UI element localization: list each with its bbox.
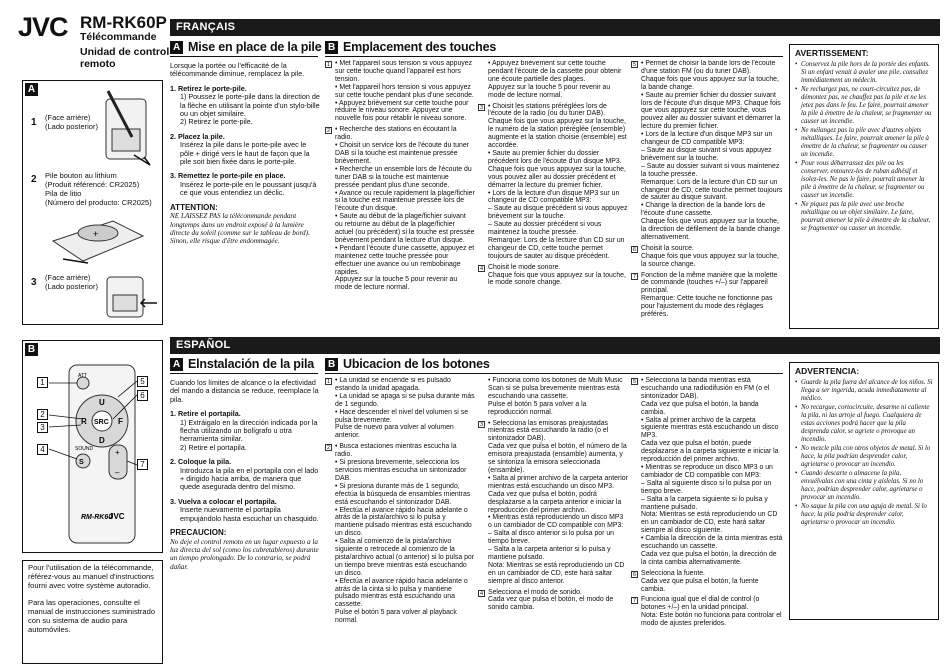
button-description-text: • Selecciona la banda mientras está escuchando una radiodifusión en FM (o el sintonizador DAB). Cada vez que pulsa el botón, la banda cambia. • Salta al primer archivo de la carpeta siguiente mientras está escuchando un disco MP3. Cada vez que pulsa el botón, puede desplazarse a la carpeta siguiente e iniciar la reproducción del primer archivo. • Mientras se reproduce un disco MP3 o un cambiador de CD compatible con MP3: – Salta al siguiente disco si lo pulsa por un tiempo breve. – Salta a la carpeta siguiente si lo pulsa y mantiene pulsado. Nota: Mientras se está reproduciendo un CD en un cambiador de CD, este hará saltar siempre al disco siguiente. • Cambia la dirección de la cinta mientras está escuchando un cassette. Cada vez que pulsa el botón, la dirección de la cinta cambia alternativamente. xyxy=(641,377,783,566)
button-description-text: • Choisit les stations préréglées lors de l'écoute de la radio (ou du tuner DAB). Chaque fois que vous appuyez sur la touche, le numéro de la station préréglée (ensemble) augmente et la station choisie (ensemble) est accordée. • Saute au premier fichier du dossier précédent lors de l'écoute d'un disque MP3. Chaque fois que vous appuyez sur la touche, vous pouvez aller au dossier précédent et démarrer la lecture du premier fichier. • Lors de la lecture d'un disque MP3 sur un changeur de CD compatible MP3: – Saute au disque précédent si vous appuyez brièvement sur la touche. – Saute au dossier précédent si vous maintenez la touche pressée. Remarque: Lors de la lecture d'un CD sur un changeur de CD, cette touche permet toujours de sauter au disque précédent. xyxy=(488,102,628,260)
button-description-text: Selecciona la fuente. Cada vez que pulsa el botón, la fuente cambia. xyxy=(641,569,759,593)
button-description-text: Choisit le mode sonore. Chaque fois que vous appuyez sur la touche, le mode sonore change. xyxy=(488,263,626,287)
warning-item: • No recargue, cortocircuite, desarme ni caliente la pila, ni las arroje al fuego. Cualquiera de estas acciones podrá hacer que la pila desprenda calor, se agriete o provoque un incendio. xyxy=(795,404,933,444)
callout-1: 1 xyxy=(37,377,48,388)
es-warning-list xyxy=(795,379,933,527)
button-description xyxy=(478,103,628,261)
warning-item: • Ne mélangez pas la pile avec d'autres objets métalliques. Le faire, pourrait amener la pile à émettre de la chaleur, se fragmenter ou causer un incendie. xyxy=(795,127,933,159)
fr-section-b-title: Emplacement des touches xyxy=(343,40,497,54)
fr-warning-title: AVERTISSEMENT: xyxy=(795,48,869,58)
es-warning-title: ADVERTENCIA: xyxy=(795,366,860,376)
fr-divider-a xyxy=(170,56,318,57)
fig-step-2-label: Pile bouton au lithium (Produit référencé: CR2025) Pila de litio (Número del producto: CR2025) xyxy=(45,171,152,207)
fig-step-3: 3 xyxy=(31,277,37,288)
button-description xyxy=(478,377,628,417)
button-description-text: • Recherche des stations en écoutant la radio. • Choisit un service lors de l'écoute du tuner DAB si la touche est maintenue pressée brièvement. • Recherche un ensemble lors de l'écoute du tuner DAB si la touche est maintenue pressée pendant plus d'une seconde. • Avance ou recule rapidement la plage/fichier si la touche est maintenue pressée lors de l'écoute d'un disque. • Saute au début de la plage/fichier suivant ou retourne au début de la plage/fichier actuel (ou précédent) si la touche est pressée brièvement pendant la lecture d'un disque. • Pendant l'écoute d'une cassette, appuyez et maintenez cette touche pressée pour effectuer une avance ou un rembobinage rapides. Appuyez sur la touche 5 pour revenir au mode de lecture normal. xyxy=(335,126,475,292)
fr-section-b-heading xyxy=(325,40,496,54)
es-section-a-badge: A xyxy=(170,358,183,371)
button-description xyxy=(478,420,628,586)
brand-logo: JVC xyxy=(18,12,68,42)
button-number: 1 xyxy=(326,62,331,68)
button-number: 2 xyxy=(326,445,331,452)
callout-2: 2 xyxy=(37,409,48,420)
svg-text:+: + xyxy=(93,229,99,239)
btn-f-text: F xyxy=(118,417,123,426)
button-description xyxy=(325,60,475,123)
note-box: Pour l'utilisation de la télécommande, référez-vous au manuel d'instructions fourni avec votre système autoradio. Para las operaciones, consulte el manual de instrucciones suministrado con su sistema de audio para automóviles. xyxy=(22,560,163,664)
model-number: RM-RK60P xyxy=(80,13,167,32)
es-divider-b xyxy=(325,373,783,374)
fr-section-a-body: Lorsque la portée ou l'efficacité de la télécommande diminue, remplacez la pile. 1. Retirez le porte-pile. 1) Poussez le porte-pile dans la direction de la flèche en utilisant la pointe d'un stylo-bille ou un objet similaire. 2) Retirez le porte-pile. 2. Placez la pile. Insérez la pile dans le porte-pile avec le pôle + dirigé vers le haut de façon que la pile soit bien fixée dans le porte-pile. 3. Remettez le porte-pile en place. Insérez le porte-pile en le poussant jusqu'à ce que vous entendiez un déclic. ATTENTION: NE LAISSEZ PAS la télécommande pendant longtemps dans un endroit exposé à la lumière directe du soleil (comme sur le tableau de bord). Sinon, elle risque d'être endommagée. xyxy=(170,61,320,246)
button-number: 7 xyxy=(632,598,637,605)
fr-col-3 xyxy=(631,60,783,330)
es-divider-a xyxy=(170,373,318,374)
figure-b xyxy=(22,340,163,553)
button-number: 6 xyxy=(632,571,637,578)
button-description-text: • Permet de choisir la bande lors de l'écoute d'une station FM (ou du tuner DAB). Chaque fois que vous appuyez sur la touche, la bande change. • Saute au premier fichier du dossier suivant lors de l'écoute d'un disque MP3. Chaque fois que vous appuyez sur cette touche, vous pouvez aller au dossier suivant et démarrer la lecture du premier fichier. • Lors de la lecture d'un disque MP3 sur un changeur de CD compatible MP3: – Saute au disque suivant si vous appuyez brièvement sur la touche. – Saute au dossier suivant si vous maintenez la touche pressée. Remarque: Lors de la lecture d'un CD sur un changeur de CD, cette touche permet toujours de sauter au disque suivant. • Change la direction de la bande lors de l'écoute d'une cassette. Chaque fois que vous appuyez sur la touche, la direction de défilement de la bande change alternativement. xyxy=(641,60,783,241)
fr-warning-list xyxy=(795,61,933,233)
figure-b-badge: B xyxy=(25,343,38,356)
btn-sound-text: SOUND xyxy=(75,446,94,452)
figure-a-badge: A xyxy=(25,83,38,96)
button-description xyxy=(478,60,628,100)
es-section-a-title: Elnstalación de la pila xyxy=(188,357,314,371)
remote-model-text: RM-RK60 xyxy=(81,514,113,521)
btn-s-text: S xyxy=(79,459,84,466)
button-number: 7 xyxy=(632,273,637,280)
button-description-text: • Selecciona las emisoras preajustadas mientras está escuchando la radio (o el sintonizador DAB). Cada vez que pulsa el botón, el número de la emisora preajustada (ensamble) aumenta, y se sintoniza la emisora seleccionada (ensamble). • Salta al primer archivo de la carpeta anterior mientras está escuchando un disco MP3. Cada vez que pulsa el botón, podrá desplazarse a la carpeta anterior e iniciar la reproducción del primer archivo. • Mientras está reproduciendo un disco MP3 o un cambiador de CD compatible con MP3: – Salta al disco anterior si lo pulsa por un tiempo breve. – Salta a la carpeta anterior si lo pulsa y mantiene pulsado. Nota: Mientras se está reproduciendo un CD en un cambiador de CD, este hará saltar siempre al disco anterior. xyxy=(488,419,628,585)
button-description xyxy=(631,596,783,628)
vol-plus-text: + xyxy=(115,448,120,457)
callout-5: 5 xyxy=(137,376,148,387)
fig-step-3-label: (Face arrière) (Lado posterior) xyxy=(45,273,98,291)
es-section-a-heading xyxy=(170,357,314,371)
battery-insert-illustration xyxy=(43,211,153,271)
button-description-text: Choisit la source. Chaque fois que vous appuyez sur la touche, la source change. xyxy=(641,244,779,268)
warning-item: • Ne rechargez pas, ne court-circuitez pas, de démontez pas, ne chauffez pas la pile et ne les jetez pas dans le feu. Le faire, pourrait amener la pile à émettre de la chaleur, se fragmenter ou causer un incendie. xyxy=(795,86,933,126)
button-description xyxy=(325,443,475,625)
fr-section-a-title: Mise en place de la pile xyxy=(188,40,322,54)
callout-7: 7 xyxy=(137,459,148,470)
es-col-1 xyxy=(325,377,475,667)
battery-holder-illustration-1 xyxy=(98,89,158,169)
es-section-b-heading xyxy=(325,357,490,371)
fr-section-a-heading xyxy=(170,40,321,54)
btn-r-text: R xyxy=(81,417,87,426)
button-number: 5 xyxy=(632,379,637,385)
fr-col-2 xyxy=(478,60,628,330)
button-number: 6 xyxy=(632,246,637,253)
btn-att-text: ATT xyxy=(78,373,88,379)
button-description-text: Fonction de la même manière que la molette de commande (touches +/–) sur l'appareil principal. Remarque: Cette touche ne fonctionne pas pour l'ajustement du mode des réglages préférés. xyxy=(641,271,778,319)
button-description xyxy=(631,377,783,567)
callout-4: 4 xyxy=(37,444,48,455)
fig-step-2: 2 xyxy=(31,174,37,185)
button-description xyxy=(325,377,475,440)
es-warning-box xyxy=(789,362,939,620)
fig-step-1: 1 xyxy=(31,117,37,128)
button-number: 4 xyxy=(479,265,484,272)
es-section-a-body: Cuando los límites de alcance o la efectividad del mando a distancia se reduce, reemplace la pila. 1. Retire el portapila. 1) Extráigalo en la dirección indicada por la flecha utilizando un bolígrafo u otra herramienta similar. 2) Retire el portapila. 2. Coloque la pila. Introduzca la pila en el portapila con el lado + dirigido hacia arriba, de manera que quede asegurada dentro del mismo. 3. Vuelva a colocar el portapila. Inserte nuevamente el portapila empujándolo hasta escuchar un chasquido. PRECAUCION: No deje el control remoto en un lugar expuesto a la luz directa del sol (como los cubretableros) durante un tiempo prolongado. De lo contrario, se podrá dañar. xyxy=(170,378,319,571)
fr-subtitle: Télécommande xyxy=(80,31,157,43)
fr-section-a-badge: A xyxy=(170,41,183,54)
warning-item: • No saque la pila con una aguja de metal. Si lo hace, la pila podría desprender calor, agrietarse o provocar un incendio. xyxy=(795,503,933,527)
es-section-b-title: Ubicacion de los botones xyxy=(343,357,490,371)
es-subtitle: Unidad de control remoto xyxy=(80,46,170,70)
warning-item: • Cuando descarte o almacene la pila, envuélvalas con una cinta y aíslelas. Si no lo hace, podrían desprender calor, agrietarse o provocar un incendio. xyxy=(795,470,933,502)
warning-item: • Conservez la pile hors de la portée des enfants. Si un enfant venait à avaler une pile, consultez immédiatement un médecin. xyxy=(795,61,933,85)
callout-3: 3 xyxy=(37,422,48,433)
button-description xyxy=(631,570,783,594)
button-number: 3 xyxy=(479,421,484,428)
button-number: 5 xyxy=(632,62,637,68)
button-description-text: • La unidad se enciende si es pulsado estando la unidad apagada. • La unidad se apaga si se pulsa durante más de 1 segundo. • Hace descender el nivel del volumen si se pulsa brevemente. Pulse de nuevo para volver al volumen anterior. xyxy=(335,377,475,440)
fr-warning-box xyxy=(789,44,939,329)
lang-bar-fr: FRANÇAIS xyxy=(170,19,940,36)
button-number: 1 xyxy=(326,379,331,385)
fr-section-b-badge: B xyxy=(325,41,338,54)
callout-6: 6 xyxy=(137,390,148,401)
battery-holder-illustration-3 xyxy=(103,273,159,323)
btn-u-text: U xyxy=(99,398,105,407)
button-number: 4 xyxy=(479,590,484,597)
warning-item: • No mezcle pila con otros objetos de metal. Si lo hace, la pila podrían desprender calor, agrietarse o provocar un incendio. xyxy=(795,445,933,469)
button-description-text: Funciona igual que el dial de control (o botones +/–) en la unidad principal. Nota: Este botón no funciona para controlar el modo de ajustes preferidos. xyxy=(641,596,782,628)
btn-d-text: D xyxy=(99,436,105,445)
button-description xyxy=(478,589,628,613)
vol-minus-text: – xyxy=(115,468,120,477)
figure-a xyxy=(22,80,163,325)
fig-step-1-label: (Face arrière) (Lado posterior) xyxy=(45,113,98,131)
button-description-text: • Busca estaciones mientras escucha la radio. • Si presiona brevemente, selecciona los servicios mientras escucha un sintonizador DAB. • Si presiona durante más de 1 segundo, efectúa la búsqueda de ensambles mientras está escuchando el sintonizador DAB. • Efectúa el avance rápido hacia adelante o atrás de la pista/archivo si lo pulsa y mantiene pulsado mientras está escuchando un disco. • Salta al comienzo de la pista/archivo siguiente o retrocede al comienzo de la pista/archivo actual (o anterior) si lo pulsa por un tiempo breve mientras está escuchando un disco. • Efectúa el avance rápido hacia adelante o atrás de la cinta si lo pulsa y mantiene pulsado mientras está escuchando una cassette. Pulse el botón 5 para volver al playback normal. xyxy=(335,443,475,625)
button-description xyxy=(631,272,783,319)
fr-col-1 xyxy=(325,60,475,330)
warning-item: • Pour vous débarrassez des pile ou les conserver, entourez-les de ruban adhésif et isolez-les. Ne pas le faire, pourrait amener la pile à émettre de la chaleur, se fragmenter ou causer un incendie. xyxy=(795,160,933,200)
button-number: 2 xyxy=(326,128,331,135)
button-description xyxy=(631,60,783,242)
btn-src-text: SRC xyxy=(94,419,109,426)
button-description-text: Selecciona el modo de sonido. Cada vez que pulsa el botón, el modo de sonido cambia. xyxy=(488,588,614,612)
button-number: 3 xyxy=(479,104,484,111)
lang-bar-es: ESPAÑOL xyxy=(170,337,940,354)
es-col-2 xyxy=(478,377,628,667)
button-description xyxy=(478,264,628,288)
es-col-3 xyxy=(631,377,783,667)
button-description xyxy=(325,126,475,292)
warning-item: • Ne piquez pas la pile avec une broche métallique ou un objet similaire. Le faire, pourrait amener la pile à émettre de la chaleur, se fragmenter ou causer un incendie. xyxy=(795,201,933,233)
button-description-text: • Met l'appareil sous tension si vous appuyez sur cette touche quand l'appareil est hors tension. • Met l'appareil hors tension si vous appuyez sur cette touche pendant plus d'une seconde. • Appuyez brièvement sur cette touche pour réduire le niveau sonore. Appuyez une nouvelle fois pour rétablir le niveau sonore. xyxy=(335,60,474,123)
es-section-b-badge: B xyxy=(325,358,338,371)
remote-brand-text: JVC xyxy=(109,512,125,521)
button-description xyxy=(631,245,783,269)
button-description-text: • Funciona como los botones de Multi Music Scan si se pulsa brevemente mientras está escuchando una cassette. Pulse el botón 5 para volver a la reproducción normal. xyxy=(488,377,623,416)
warning-item: • Guarde la pila fuera del alcance de los niños. Si llega a ser ingerida, acuda inmediatamente al médico. xyxy=(795,379,933,403)
button-description-text: • Appuyez brièvement sur cette touche pendant l'écoute de la cassette pour obtenir une écoute partielle des plages. Appuyez sur la touche 5 pour revenir au mode de lecture normal. xyxy=(488,60,622,99)
fr-divider-b xyxy=(325,56,783,57)
